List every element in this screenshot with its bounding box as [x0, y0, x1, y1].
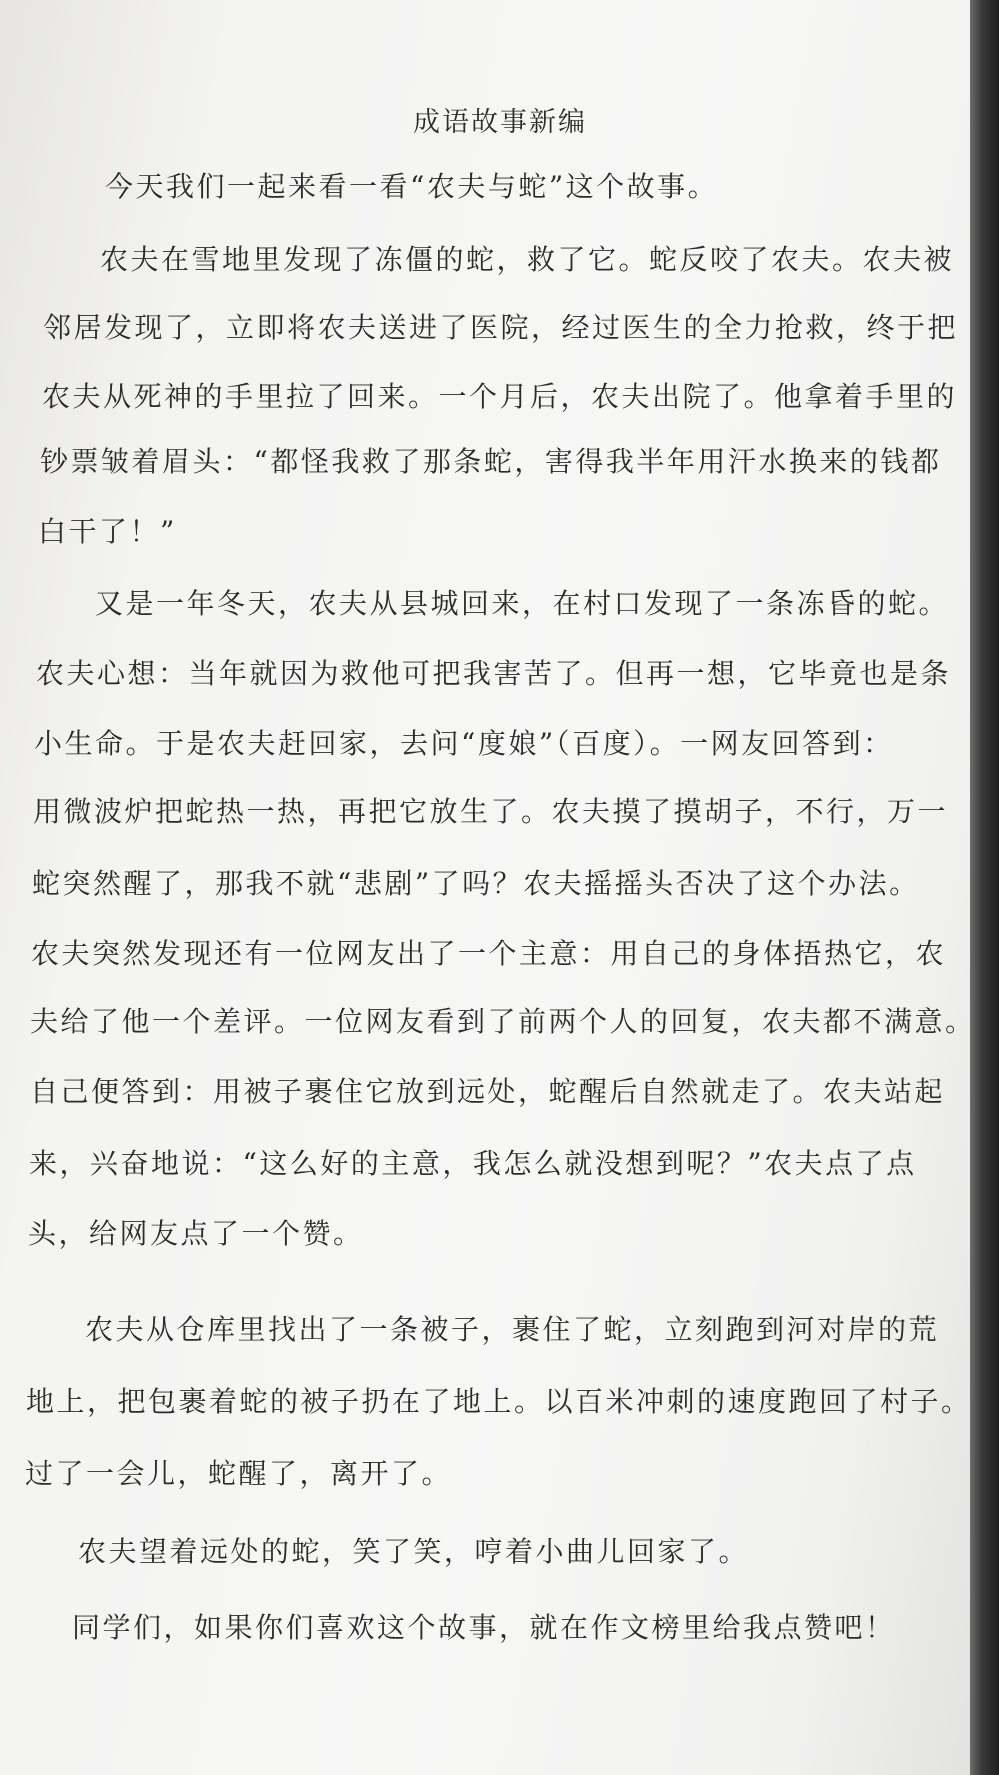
paragraph-line: 农夫心想：当年就因为救他可把我害苦了。但再一想，它毕竟也是条	[36, 657, 952, 690]
paragraph-line: 又是一年冬天，农夫从县城回来，在村口发现了一条冻昏的蛇。	[95, 587, 950, 620]
paragraph-line: 地上，把包裹着蛇的被子扔在了地上。以百米冲刺的速度跑回了村子。	[26, 1385, 972, 1418]
paragraph-line: 自己便答到：用被子裹住它放到远处，蛇醒后自然就走了。农夫站起	[30, 1075, 946, 1108]
document-title: 成语故事新编	[413, 107, 587, 138]
paragraph-line: 小生命。于是农夫赶回家，去问“度娘”（百度）。一网友回答到：	[34, 727, 894, 760]
paragraph-line: 用微波炉把蛇热一热，再把它放生了。农夫摸了摸胡子，不行，万一	[33, 795, 949, 828]
paragraph-line: 蛇突然醒了，那我不就“悲剧”了吗？农夫摇摇头否决了这个办法。	[32, 867, 920, 900]
paragraph-line: 白干了！”	[38, 515, 177, 548]
paragraph-line: 来，兴奋地说：“这么好的主意，我怎么就没想到呢？”农夫点了点	[29, 1147, 917, 1180]
paragraph-line: 同学们，如果你们喜欢这个故事，就在作文榜里给我点赞吧！	[72, 1611, 896, 1644]
paragraph-line: 农夫从死神的手里拉了回来。一个月后，农夫出院了。他拿着手里的	[42, 380, 958, 413]
paper-shadow-edge	[970, 0, 999, 1775]
paragraph-line: 邻居发现了，立即将农夫送进了医院，经过医生的全力抢救，终于把	[43, 311, 959, 344]
paragraph-line: 过了一会儿，蛇醒了，离开了。	[25, 1457, 453, 1490]
paragraph-line: 钞票皱着眉头：“都怪我救了那条蛇，害得我半年用汗水换来的钱都	[40, 445, 942, 478]
paragraph-line: 夫给了他一个差评。一位网友看到了前两个人的回复，农夫都不满意。	[30, 1005, 976, 1038]
paragraph-line: 农夫在雪地里发现了冻僵的蛇，救了它。蛇反咬了农夫。农夫被	[100, 243, 955, 276]
paragraph-line: 今天我们一起来看一看“农夫与蛇”这个故事。	[105, 170, 719, 203]
paragraph-line: 农夫望着远处的蛇，笑了笑，哼着小曲儿回家了。	[78, 1535, 750, 1568]
paragraph-line: 头，给网友点了一个赞。	[28, 1217, 364, 1250]
paragraph-line: 农夫从仓库里找出了一条被子，裹住了蛇，立刻跑到河对岸的荒	[85, 1313, 940, 1346]
paragraph-line: 农夫突然发现还有一位网友出了一个主意：用自己的身体捂热它，农	[31, 937, 947, 970]
